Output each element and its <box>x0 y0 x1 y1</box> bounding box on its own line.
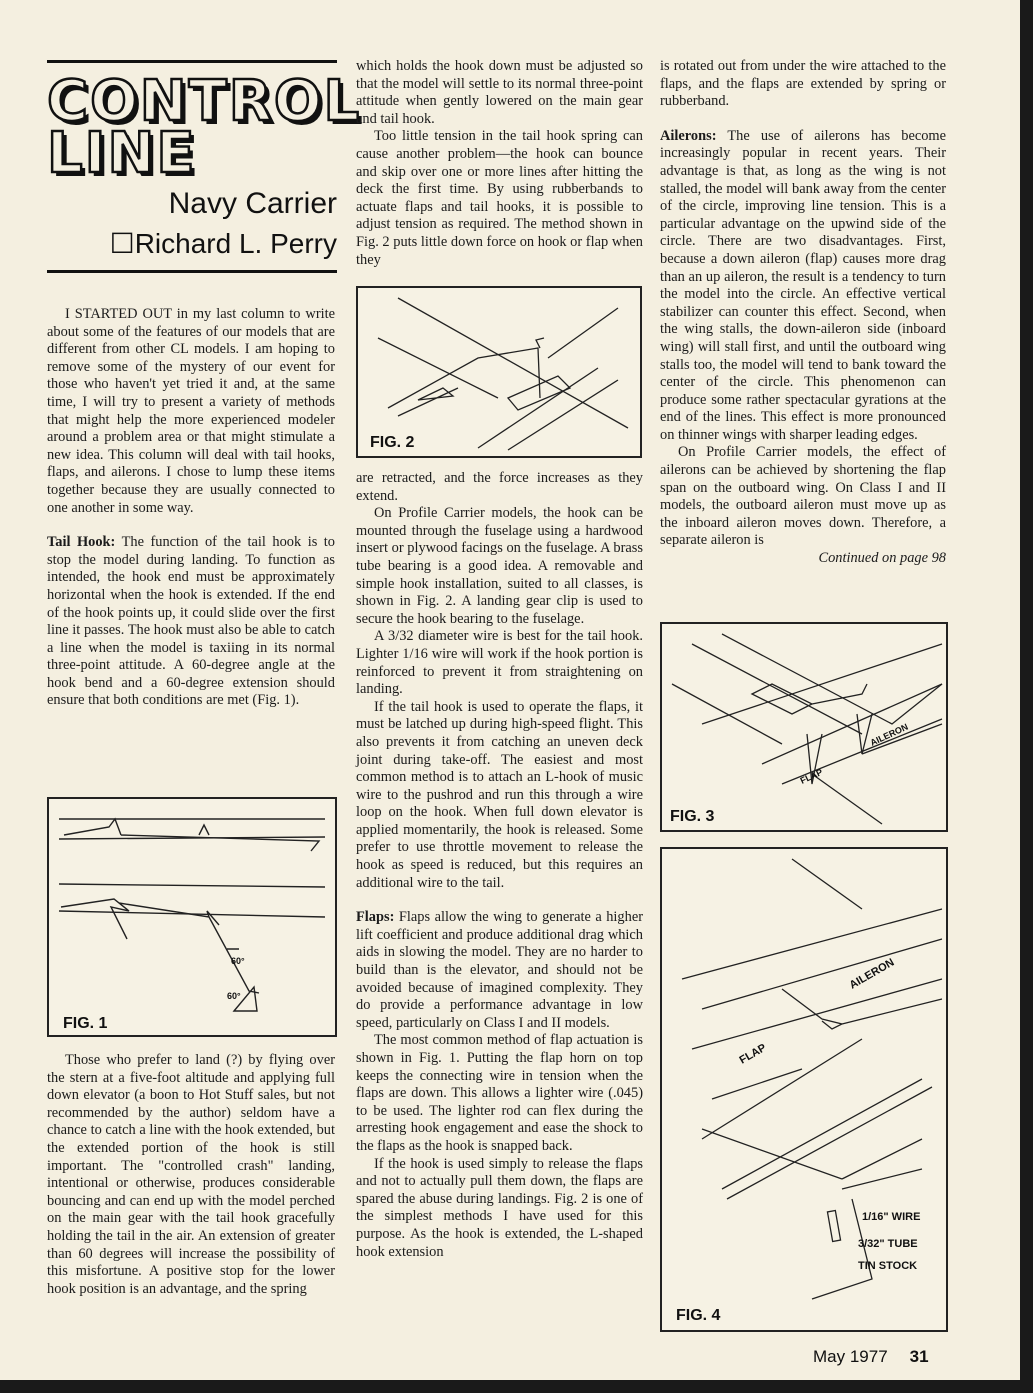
paragraph-flaps <box>356 909 643 1032</box>
paragraph-tail-hook <box>47 534 335 710</box>
paragraph-ailerons <box>660 128 946 445</box>
header-rule-top <box>47 60 337 63</box>
paragraph: A 3/32 diameter wire is best for the tail hook. Lighter 1/16 wire will work if the hook portion is reinforced to prevent it from straightening on landing. <box>356 628 643 698</box>
paragraph-text: Flaps allow the wing to generate a higher lift coefficient and produce additional drag which aids in slowing the model. They are no harder to build than is the elevator, and should not be avoided because of imagined complexity. They do provide a performance advantage in low speed, particularly on Class I and II models. <box>356 909 643 1031</box>
author-name: Richard L. Perry <box>134 228 337 259</box>
section-heading: Ailerons: <box>660 127 717 144</box>
paragraph: On Profile Carrier models, the effect of ailerons can be achieved by shortening the flap span on the outboard wing. On Class I and II models, the outboard aileron must move up as the inboard aileron moves down. Therefore, a separate aileron is <box>660 444 946 549</box>
figure-3 <box>660 622 948 832</box>
paragraph: On Profile Carrier models, the hook can be mounted through the fuselage using a hardwood insert or plywood facings on the fuselage. A brass tube bearing is a good idea. A removable and simple hook installation, suited to all classes, is shown in Fig. 2. A landing gear clip is used to secure the hook bearing to the fuselage. <box>356 505 643 627</box>
fig1-angle-label: 60° <box>231 956 245 966</box>
paragraph: I STARTED OUT in my last column to write about some of the features of our models that are different from other CL models. I am hoping to remove some of the mystery of our event for those who haven't yet tried it and, at the same time, I will try to present a variety of methods that might help the more experienced modeler around a problem area or that might stimulate a new idea. This column will deal with tail hooks, flaps, and ailerons. I chose to lump these items together because they are usually connected to one another in some way. <box>47 306 335 516</box>
paragraph: The most common method of flap actuation is shown in Fig. 1. Putting the flap horn on top keeps the connecting wire in tension when the flaps are down. This allows a lighter wire (.045) to be used. The lighter rod can flex during the arresting hook engagement and ease the shock to the flaps as the hook is snapped back. <box>356 1032 643 1154</box>
header-rule-bottom <box>47 270 337 273</box>
fig4-caption: FIG. 4 <box>676 1307 721 1324</box>
fig4-tin-stock-label: TIN STOCK <box>858 1260 918 1272</box>
paragraph: Too little tension in the tail hook spring can cause another problem—the hook can bounce and skip over one or more lines after hitting the deck the first time. By using rubberbands to actuate flaps and tail hooks, it is possible to adjust tension as required. The method shown in Fig. 2 puts little down force on hook or flap when they <box>356 128 643 268</box>
column-3 <box>660 58 946 568</box>
column-title-line1: CONTROL <box>47 69 362 134</box>
fig4-flap-label: FLAP <box>737 1041 769 1067</box>
paragraph: If the tail hook is used to operate the flaps, it must be latched up during high-speed flight. This also prevents it from catching an uneven deck joint during take-off. The easiest and most common method is to attach an L-hook of music wire to the pushrod and run this through a wire loop on the hook. When full down elevator is applied momentarily, the hook is released. Some prefer to use throttle movement to release the hook as speed is reduced, but this requires an additional wire to the tail. <box>356 698 643 891</box>
byline <box>47 227 337 260</box>
fig1-angle-label: 60° <box>227 991 241 1001</box>
fig2-drawing <box>358 288 640 456</box>
column-2-top <box>356 58 643 269</box>
article-title: Navy Carrier <box>168 187 337 220</box>
byline-box-icon: ☐ <box>109 228 135 259</box>
issue-date: May 1977 <box>813 1347 888 1366</box>
page-footer <box>813 1347 929 1367</box>
fig3-drawing <box>662 624 946 830</box>
column-title-line2: LINE <box>47 121 197 186</box>
figure-4 <box>660 847 948 1332</box>
continued-link[interactable]: Continued on page 98 <box>818 550 946 567</box>
fig2-caption: FIG. 2 <box>370 434 415 451</box>
paragraph: are retracted, and the force increases as they extend. <box>356 470 643 504</box>
column-2-bottom <box>356 470 643 1261</box>
paragraph: Those who prefer to land (?) by flying over the stern at a five-foot altitude and applying full down elevator (a boon to Hot Stuff sales, but not recommended by the author) seldom have a chance to catch a line with the hook extended, but the extended portion of the hook is still important. The "controlled crash" landing, intentional or otherwise, produces considerable bouncing and can end up with the model perched on the main gear with the tail hook gracefully holding the tail in the air. An extension of greater than 60 degrees will increase the possibility of this misfortune. A positive stop for the lower hook position is an advantage, and the spring <box>47 1052 335 1297</box>
fig3-aileron-label: AILERON <box>868 721 910 748</box>
section-heading: Tail Hook: <box>47 534 116 551</box>
column-1-top <box>47 306 335 710</box>
page-number: 31 <box>909 1347 929 1366</box>
paragraph: which holds the hook down must be adjusted so that the model will settle to its normal three-point attitude when gently lowered on the main gear and tail hook. <box>356 58 643 127</box>
fig4-aileron-label: AILERON <box>847 956 897 992</box>
figure-2 <box>356 286 642 458</box>
fig4-tube-label: 3/32" TUBE <box>858 1238 918 1250</box>
section-heading: Flaps: <box>356 909 395 926</box>
fig1-caption: FIG. 1 <box>63 1015 108 1032</box>
paragraph: If the hook is used simply to release the flaps and not to actually pull them down, the flaps are spared the abuse during landings. Fig. 2 is one of the simplest methods I have used for this purpose. As the hook is extended, the L-shaped hook extension <box>356 1155 643 1260</box>
fig4-drawing <box>662 849 946 1330</box>
fig3-flap-label: FLAP <box>798 766 825 786</box>
figure-1 <box>47 797 337 1037</box>
paragraph-text: The function of the tail hook is to stop the model during landing. To function as intended, the hook end must be approximately horizontal when the hook is extended. If the end of the hook points up, it could slide over the first line it passes. The hook must also be able to catch a line when the model is taxiing in its normal three-point attitude. A 60-degree angle at the hook bend and a 60-degree extension should ensure that both conditions are met (Fig. 1). <box>47 534 335 709</box>
fig4-wire-label: 1/16" WIRE <box>862 1211 921 1223</box>
fig3-caption: FIG. 3 <box>670 808 715 825</box>
column-1-bottom <box>47 1052 335 1298</box>
paragraph: is rotated out from under the wire attached to the flaps, and the flaps are extended by spring or rubberband. <box>660 58 946 110</box>
paragraph-text: The use of ailerons has become increasingly popular in recent years. Their advantage is that, as long as the wing is not stalled, the model will bank away from the center of the circle, improving line tension. This is a particular advantage on the upwind side of the circle. There are two disadvantages. First, because a down aileron (flap) causes more drag than an up aileron, the result is a tendency to turn the model into the circle. An effective vertical stabilizer can counter this effect. Second, when the wing stalls, the down-aileron side (inboard wing) will stall first, and until the outboard wing stalls too, the model will tend to bank toward the center of the circle. This phenomenon can produce some rather spectacular gyrations at the end of the lines. This effect is more pronounced on thinner wings with sharper leading edges. <box>660 127 946 443</box>
fig1-drawing <box>49 799 335 1035</box>
